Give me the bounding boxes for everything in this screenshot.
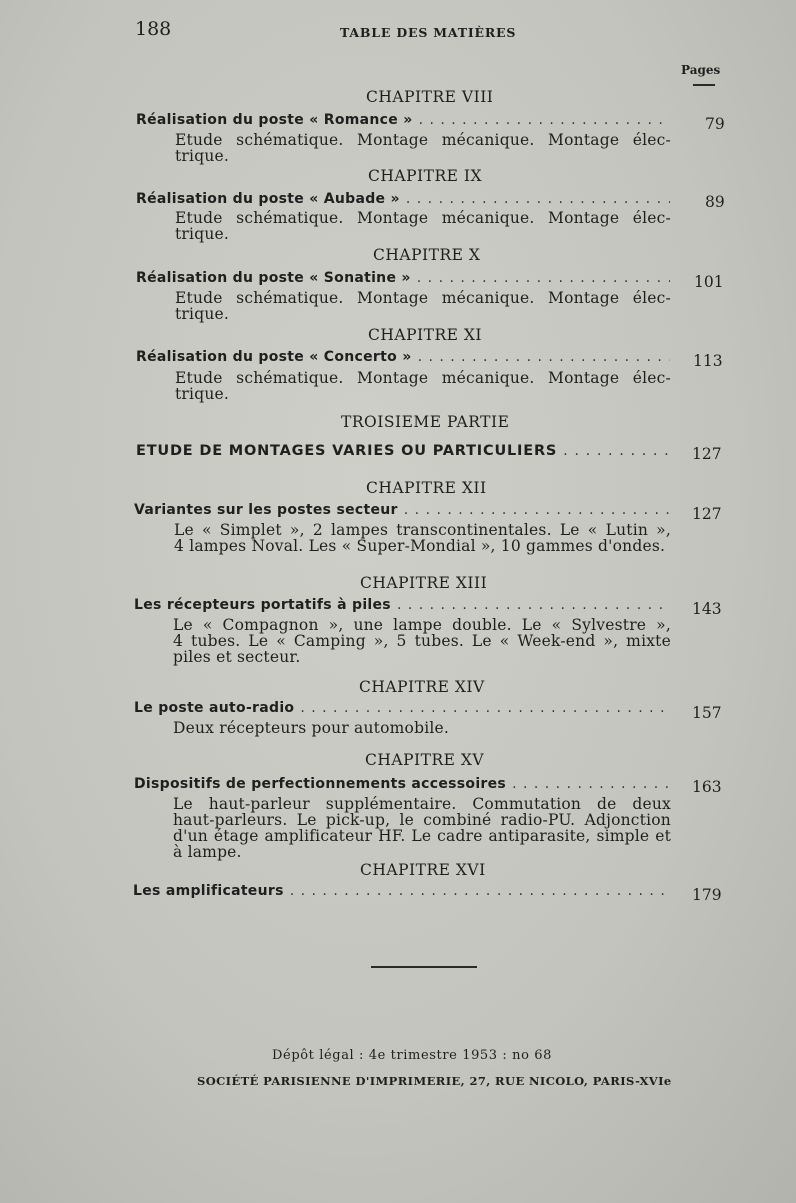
chapter-label: CHAPITRE XII [366,479,487,497]
dot-leader [406,191,670,207]
entry-description: Etude schématique. Montage mécanique. Montage élec- trique. [175,209,671,243]
entry-page-number: 101 [694,273,724,291]
entry-page-number: 127 [692,505,722,523]
dot-leader [419,112,670,128]
chapter-label: CHAPITRE XI [368,326,483,344]
entry-description: Etude schématique. Montage mécanique. Montage élec- trique. [175,131,671,165]
toc-entry [133,883,670,899]
entry-title: Le poste auto-radio [134,700,295,716]
dot-leader [290,883,670,899]
entry-page-number: 179 [692,886,722,904]
part-title: ETUDE DE MONTAGES VARIES OU PARTICULIERS [136,443,558,459]
entry-description: Le « Simplet », 2 lampes transcontinentales. Le « Lutin », 4 lampes Noval. Les « Super-Mondial », 10 gammes d'ondes. [174,521,671,555]
entry-description: Etude schématique. Montage mécanique. Montage élec- trique. [175,369,671,403]
chapter-label: CHAPITRE X [373,246,481,264]
entry-page-number: 143 [692,600,722,618]
toc-entry [136,349,670,365]
toc-entry [134,700,670,716]
part-entry [136,443,670,459]
entry-description: Etude schématique. Montage mécanique. Montage élec- trique. [175,289,671,323]
dot-leader [563,443,670,459]
entry-title: Réalisation du poste « Sonatine » [136,270,411,286]
entry-page-number: 163 [692,778,722,796]
entry-page-number: 157 [692,704,722,722]
dot-leader [418,349,670,365]
entry-description: Le « Compagnon », une lampe double. Le « Sylvestre », 4 tubes. Le « Camping », 5 tubes. Le « Week-end », mixte piles et secteur. [173,616,671,666]
printer-imprint: SOCIÉTÉ PARISIENNE D'IMPRIMERIE, 27, RUE NICOLO, PARIS-XVIe [197,1074,672,1088]
entry-title: Les amplificateurs [133,883,284,899]
toc-entry [134,776,670,792]
chapter-label: CHAPITRE IX [368,167,483,185]
entry-page-number: 79 [705,115,725,133]
chapter-label: CHAPITRE XVI [360,861,486,879]
entry-title: Réalisation du poste « Romance » [136,112,413,128]
entry-title: Réalisation du poste « Concerto » [136,349,412,365]
pages-column-label: Pages [681,63,721,77]
legal-deposit-notice: Dépôt légal : 4e trimestre 1953 : no 68 [272,1048,552,1063]
toc-entry [134,597,670,613]
entry-title: Réalisation du poste « Aubade » [136,191,400,207]
entry-title: Dispositifs de perfectionnements accessoires [134,776,507,792]
part-label: TROISIEME PARTIE [341,413,510,431]
dot-leader [404,502,670,518]
chapter-label: CHAPITRE XIV [359,678,485,696]
dot-leader [300,700,670,716]
page-number: 188 [135,18,172,40]
pages-underline [693,84,715,86]
entry-description: Le haut-parleur supplémentaire. Commutation de deux haut-parleurs. Le pick-up, le combiné radio-PU. Adjonction d'un étage amplificateur HF. Le cadre antiparasite, simple et à lampe. [173,795,671,861]
closing-rule [371,966,477,968]
entry-title: Variantes sur les postes secteur [134,502,398,518]
dot-leader [397,597,670,613]
chapter-label: CHAPITRE VIII [366,88,494,106]
part-page-number: 127 [692,445,722,463]
toc-entry [136,112,670,128]
chapter-label: CHAPITRE XV [365,751,485,769]
entry-title: Les récepteurs portatifs à piles [134,597,391,613]
toc-entry [136,191,670,207]
entry-description: Deux récepteurs pour automobile. [173,719,450,737]
dot-leader [512,776,670,792]
entry-page-number: 89 [705,193,725,211]
running-title: TABLE DES MATIÈRES [340,25,517,40]
toc-entry [134,502,670,518]
chapter-label: CHAPITRE XIII [360,574,488,592]
dot-leader [417,270,670,286]
entry-page-number: 113 [693,352,723,370]
toc-entry [136,270,670,286]
